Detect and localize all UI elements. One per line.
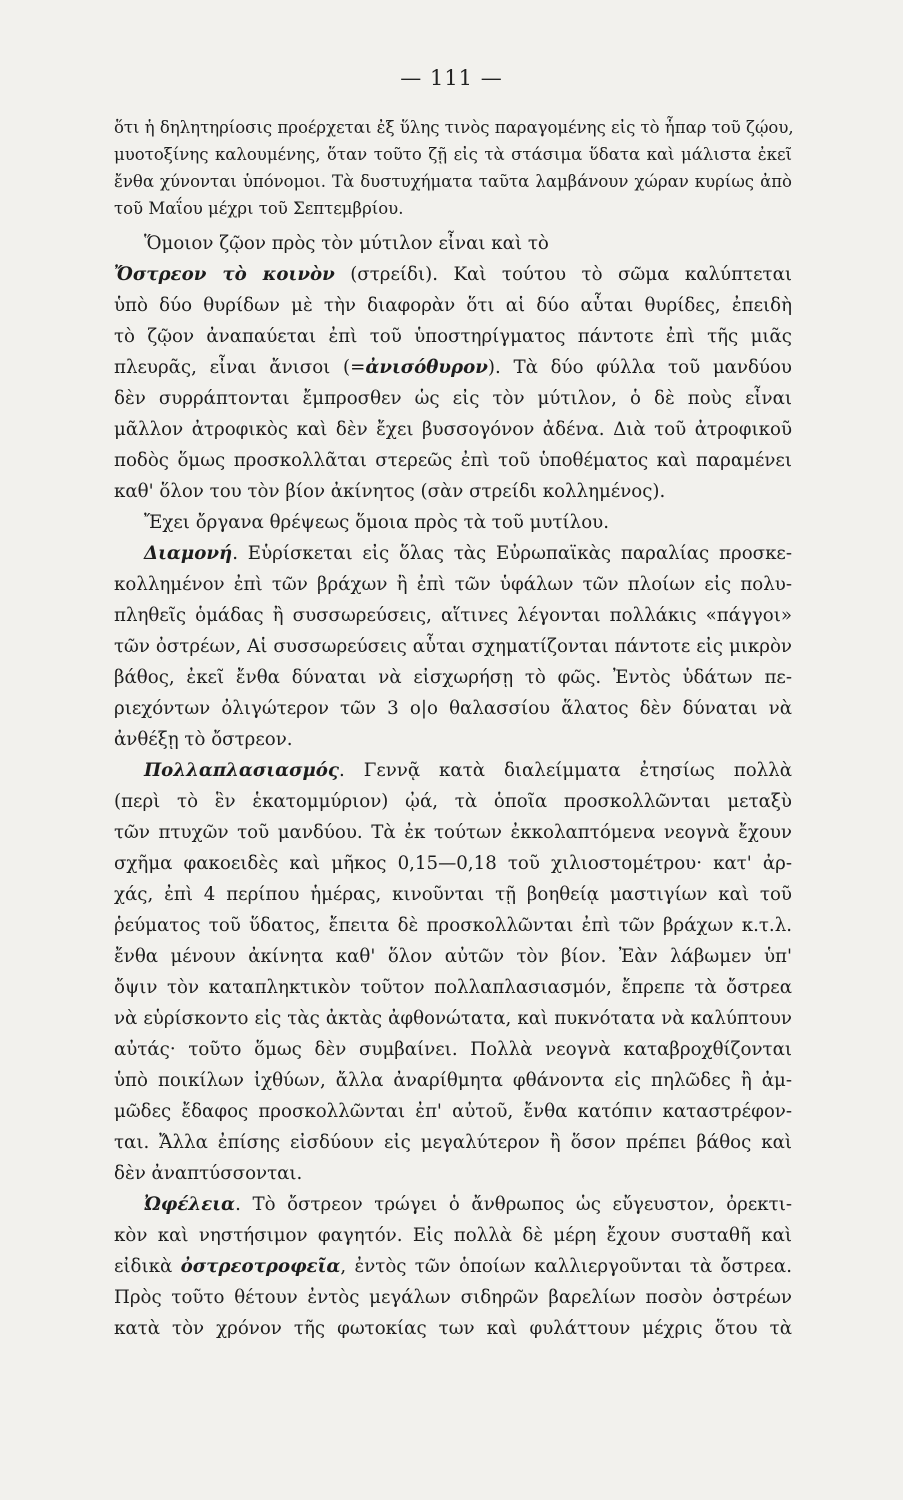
- text-line: ὄψιν τὸν καταπληκτικὸν τοῦτον πολλαπλασιασμόν, ἔπρεπε τὰ ὄστρεα: [114, 977, 792, 998]
- heading-diamoni: Διαμονή: [144, 543, 233, 564]
- text-line: ται. Ἄλλα ἐπίσης εἰσδύουν εἰς μεγαλύτερον ἢ ὅσον πρέπει βάθος καὶ: [114, 1132, 792, 1153]
- text-line: τὸ ζῷον ἀναπαύεται ἐπὶ τοῦ ὑποστηρίγματος πάντοτε ἐπὶ τῆς μιᾶς: [114, 326, 792, 347]
- text-segment: , ἐντὸς τῶν ὁποίων καλλιεργοῦνται τὰ ὄστρεα.: [340, 1256, 792, 1277]
- text-segment: πλευρᾶς, εἶναι ἄνισοι (=: [114, 357, 366, 378]
- text-line: αὐτάς· τοῦτο ὅμως δὲν συμβαίνει. Πολλὰ νεογνὰ καταβροχθίζονται: [114, 1039, 792, 1060]
- page-number: — 111 —: [400, 66, 503, 90]
- text-segment: εἰδικὰ: [114, 1256, 173, 1277]
- text-line: (περὶ τὸ ἓν ἑκατομμύριον) ᾠά, τὰ ὁποῖα προσκολλῶνται μεταξὺ: [114, 791, 792, 812]
- text-line: ὅτι ἡ δηλητηρίοσις προέρχεται ἐξ ὕλης τινὸς παραγομένης εἰς τὸ ἧπαρ τοῦ ζῴου,: [114, 118, 794, 137]
- text-segment: ). Τὰ δύο φύλλα τοῦ μανδύου: [487, 357, 792, 378]
- text-line: ὑπὸ ποικίλων ἰχθύων, ἄλλα ἀναρίθμητα φθάνοντα εἰς πηλῶδες ἢ ἀμ-: [114, 1070, 792, 1091]
- text-line: Ἔχει ὄργανα θρέψεως ὅμοια πρὸς τὰ τοῦ μυτίλου.: [144, 512, 609, 533]
- text-segment: . Τὸ ὄστρεον τρώγει ὁ ἄνθρωπος ὡς εὔγευστον, ὀρεκτι-: [235, 1194, 792, 1215]
- text-line: ἔνθα χύνονται ὑπόνομοι. Τὰ δυστυχήματα ταῦτα λαμβάνουν χώραν κυρίως ἀπὸ: [114, 172, 792, 191]
- text-line: Πρὸς τοῦτο θέτουν ἐντὸς μεγάλων σιδηρῶν βαρελίων ποσὸν ὀστρέων: [114, 1287, 792, 1308]
- text-line: ἀνθέξῃ τὸ ὄστρεον.: [114, 729, 293, 750]
- text-line: ῥεύματος τοῦ ὕδατος, ἔπειτα δὲ προσκολλῶνται ἐπὶ τῶν βράχων κ.τ.λ.: [114, 915, 792, 936]
- text-line: χάς, ἐπὶ 4 περίπου ἡμέρας, κινοῦνται τῇ βοηθείᾳ μαστιγίων καὶ τοῦ: [114, 884, 792, 905]
- text-line: κολλημένον ἐπὶ τῶν βράχων ἢ ἐπὶ τῶν ὑφάλων τῶν πλοίων εἰς πολυ-: [114, 574, 792, 595]
- text-line: τῶν ὀστρέων, Αἱ συσσωρεύσεις αὗται σχηματίζονται πάντοτε εἰς μικρὸν: [114, 636, 792, 657]
- text-line: τῶν πτυχῶν τοῦ μανδύου. Τὰ ἐκ τούτων ἐκκολαπτόμενα νεογνὰ ἔχουν: [114, 822, 792, 843]
- text-line: νὰ εὑρίσκοντο εἰς τὰς ἀκτὰς ἀφθονώτατα, καὶ πυκνότατα νὰ καλύπτουν: [114, 1008, 792, 1029]
- text-line: [114, 259, 792, 290]
- heading-ofeleia: Ὠφέλεια: [144, 1194, 236, 1215]
- text-line: μυοτοξίνης καλουμένης, ὅταν τοῦτο ζῇ εἰς τὰ στάσιμα ὕδατα καὶ μάλιστα ἐκεῖ: [114, 145, 792, 164]
- term-ostreon: Ὄστρεον τὸ κοινὸν: [114, 264, 335, 285]
- text-line: [114, 755, 792, 786]
- text-line: κατὰ τὸν χρόνον τῆς φωτοκίας των καὶ φυλάττουν μέχρις ὅτου τὰ: [114, 1318, 792, 1339]
- text-line: ριεχόντων ὀλιγώτερον τῶν 3 ο|ο θαλασσίου ἅλατος δὲν δύναται νὰ: [114, 698, 792, 719]
- text-line: μᾶλλον ἀτροφικὸς καὶ δὲν ἔχει βυσσογόνον ἀδένα. Διὰ τοῦ ἀτροφικοῦ: [114, 419, 792, 440]
- text-line: [114, 1189, 792, 1220]
- text-line: πληθεῖς ὁμάδας ἢ συσσωρεύσεις, αἵτινες λέγονται πολλάκις «πάγγοι»: [114, 605, 792, 626]
- text-line: [114, 538, 792, 569]
- text-line: Ὅμοιον ζῷον πρὸς τὸν μύτιλον εἶναι καὶ τὸ: [144, 233, 549, 254]
- body-text: [114, 114, 792, 1344]
- text-segment: . Εὑρίσκεται εἰς ὅλας τὰς Εὐρωπαϊκὰς παραλίας προσκε-: [232, 543, 792, 564]
- text-segment: (στρείδι). Καὶ τούτου τὸ σῶμα καλύπτεται: [350, 264, 792, 285]
- term-ostreotrofeia: ὀστρεοτροφεῖα: [180, 1256, 341, 1277]
- heading-pollaplasiasmos: Πολλαπλασιασμός: [144, 760, 340, 781]
- text-line: δὲν ἀναπτύσσονται.: [114, 1163, 303, 1184]
- text-line: καθ' ὅλον του τὸν βίον ἀκίνητος (σὰν στρείδι κολλημένος).: [114, 481, 666, 502]
- term-anisothyron: ἀνισόθυρον: [365, 357, 488, 378]
- text-line: δὲν συρράπτονται ἔμπροσθεν ὡς εἰς τὸν μύτιλον, ὁ δὲ ποὺς εἶναι: [114, 388, 792, 409]
- text-line: σχῆμα φακοειδὲς καὶ μῆκος 0,15—0,18 τοῦ χιλιοστομέτρου· κατ' ἀρ-: [114, 853, 792, 874]
- text-line: ποδὸς ὅμως προσκολλᾶται στερεῶς ἐπὶ τοῦ ὑποθέματος καὶ παραμένει: [114, 450, 792, 471]
- text-line: ἔνθα μένουν ἀκίνητα καθ' ὅλον αὐτῶν τὸν βίον. Ἐὰν λάβωμεν ὑπ': [114, 946, 792, 967]
- text-line: τοῦ Μαΐου μέχρι τοῦ Σεπτεμβρίου.: [114, 199, 404, 218]
- text-line: κὸν καὶ νηστήσιμον φαγητόν. Εἰς πολλὰ δὲ μέρη ἔχουν συσταθῆ καὶ: [114, 1225, 792, 1246]
- text-line: ὑπὸ δύο θυρίδων μὲ τὴν διαφορὰν ὅτι αἱ δύο αὗται θυρίδες, ἐπειδὴ: [114, 295, 792, 316]
- text-line: [114, 1251, 792, 1282]
- text-segment: . Γεννᾷ κατὰ διαλείμματα ἐτησίως πολλὰ: [339, 760, 792, 781]
- text-line: μῶδες ἔδαφος προσκολλῶνται ἐπ' αὐτοῦ, ἔνθα κατόπιν καταστρέφον-: [114, 1101, 792, 1122]
- text-line: [114, 352, 792, 383]
- text-line: βάθος, ἐκεῖ ἔνθα δύναται νὰ εἰσχωρήσῃ τὸ φῶς. Ἐντὸς ὑδάτων πε-: [114, 667, 792, 688]
